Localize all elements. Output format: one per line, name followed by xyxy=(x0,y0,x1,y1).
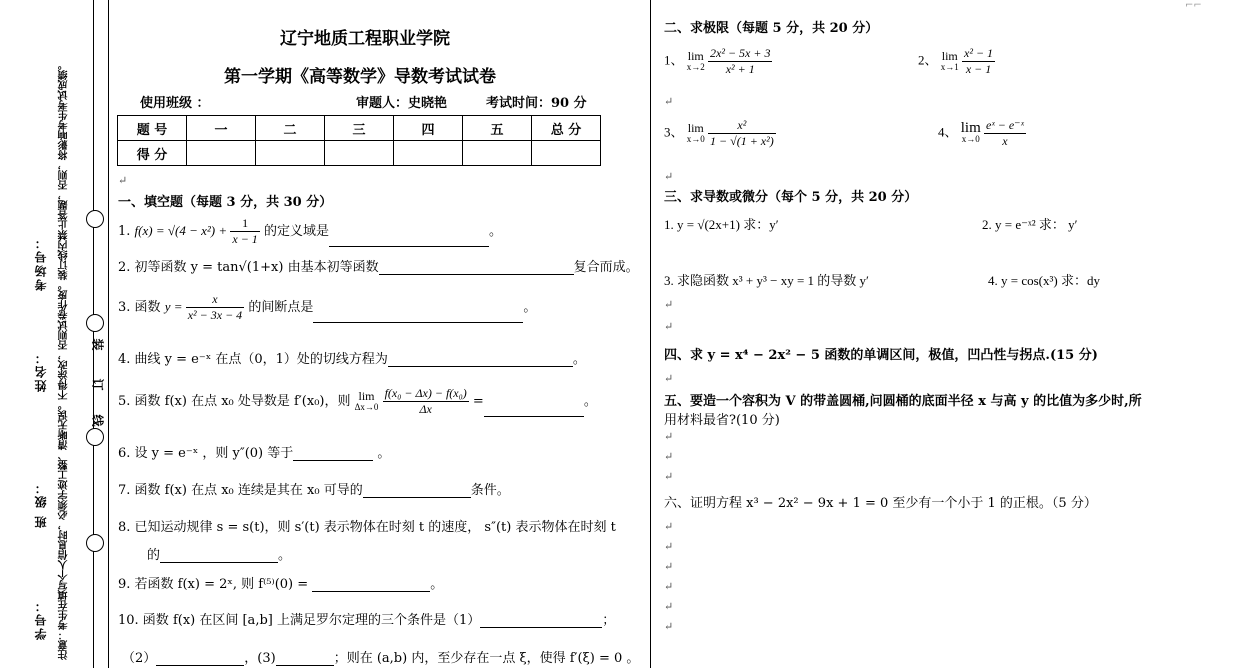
paragraph-mark: ↵ xyxy=(664,580,674,593)
paragraph-mark: ↵ xyxy=(664,470,674,483)
column-divider xyxy=(650,0,651,668)
binding-hole-2 xyxy=(86,314,104,332)
class-label: 班 级： xyxy=(34,480,48,529)
paragraph-mark: ↵ xyxy=(664,450,674,463)
binding-hole-4 xyxy=(86,534,104,552)
score-table-score-row xyxy=(118,141,601,166)
reviewer-label: 审题人：史晓艳 xyxy=(356,96,448,111)
student-id-label: 学号： xyxy=(34,598,48,640)
score-cell[interactable] xyxy=(256,141,325,166)
question-6: 6. 设 y = e⁻ˣ ，则 y″(0) 等于 。 xyxy=(118,446,391,461)
window-control-marks: ⌐⌐ xyxy=(1185,0,1202,11)
section2-heading: 二、求极限（每题 5 分，共 20 分） xyxy=(664,21,879,36)
binding-hole-1 xyxy=(86,210,104,228)
score-cell[interactable] xyxy=(187,141,256,166)
derivative-2: 2. y = e⁻ˣ² 求： y′ xyxy=(982,217,1078,232)
score-cell[interactable] xyxy=(394,141,463,166)
score-cell: 题 号 xyxy=(118,116,187,141)
section5-line2: 用材料最省?(10 分) xyxy=(664,413,780,428)
score-cell: 一 xyxy=(187,116,256,141)
exam-time-label: 考试时间：90 分 xyxy=(486,96,587,111)
school-title: 辽宁地质工程职业学院 xyxy=(280,29,450,49)
paragraph-mark: ↵ xyxy=(664,170,674,183)
score-cell: 总 分 xyxy=(532,116,601,141)
paragraph-mark: ↵ xyxy=(664,600,674,613)
binding-mark-xian: 线 xyxy=(90,414,105,427)
score-cell[interactable] xyxy=(532,141,601,166)
question-3: 3. 函数 y = $\frac{x}{\text{x² − 3x − 4}}$ 的间断点是 。 xyxy=(118,292,537,322)
question-8-line1: 8. 已知运动规律 s = s(t)，则 s′(t) 表示物体在时刻 t 的速度， s″(t) 表示物体在时刻 t xyxy=(118,520,616,535)
binding-mark-ding: 订 xyxy=(90,378,105,391)
margin-line-inner xyxy=(108,0,109,668)
derivative-4: 4. y = cos(x³) 求：dy xyxy=(988,273,1100,288)
section4-question: 四、求 y = x⁴ − 2x² − 5 函数的单调区间，极值，凹凸性与拐点.(15 分) xyxy=(664,348,1098,363)
paragraph-mark: ↵ xyxy=(118,174,128,187)
paragraph-mark: ↵ xyxy=(664,320,674,333)
score-cell: 得 分 xyxy=(118,141,187,166)
score-table xyxy=(117,115,601,166)
paragraph-mark: ↵ xyxy=(664,430,674,443)
limit-1: 1、 lim x→2 $\frac{\text{2x² − 5x + 3}}{\text{x² + 1}}$ xyxy=(664,46,771,76)
score-cell: 四 xyxy=(394,116,463,141)
derivative-1: 1. y = √(2x+1) 求：y′ xyxy=(664,217,779,232)
section6-question: 六、证明方程 x³ − 2x² − 9x + 1 = 0 至少有一个小于 1 的正根。（5 分） xyxy=(664,496,1097,511)
score-cell: 二 xyxy=(256,116,325,141)
paragraph-mark: ↵ xyxy=(664,620,674,633)
paragraph-mark: ↵ xyxy=(664,95,674,108)
paragraph-mark: ↵ xyxy=(664,520,674,533)
limit-3: 3、 lim x→0 $\frac{\text{x²}}{\text{1 − √(1 + x²)}}$ xyxy=(664,118,774,148)
paragraph-mark: ↵ xyxy=(664,560,674,573)
limit-2: 2、 lim x→1 $\frac{\text{x² − 1}}{x - 1}$ xyxy=(918,46,994,76)
question-5: 5. 函数 f(x) 在点 x₀ 处导数是 f′(x₀)，则 lim Δx→0 $\frac{\text{f(x₀ − Δx) − f(x₀)}}{\Delta x}$ = 。 xyxy=(118,386,597,416)
section3-heading: 三、求导数或微分（每个 5 分，共 20 分） xyxy=(664,190,918,205)
paragraph-mark: ↵ xyxy=(664,372,674,385)
class-field-label: 使用班级 ： xyxy=(140,96,210,111)
paragraph-mark: ↵ xyxy=(664,298,674,311)
derivative-3: 3. 求隐函数 x³ + y³ − xy = 1 的导数 y′ xyxy=(664,273,869,288)
limit-4: 4、 lim x→0 $\frac{\text{eˣ − e⁻ˣ}}{x}$ xyxy=(938,118,1024,148)
question-10-line1: 10. 函数 f(x) 在区间 [a,b] 上满足罗尔定理的三个条件是（1） ； xyxy=(118,613,616,628)
question-9: 9. 若函数 f(x) = 2ˣ, 则 f⁽⁵⁾(0) = 。 xyxy=(118,577,444,592)
exam-room-label: 考场号： xyxy=(34,235,48,291)
section5-line1: 五、要造一个容积为 V 的带盖圆桶,问圆桶的底面半径 x 与高 y 的比值为多少时,所 xyxy=(664,394,1142,409)
paragraph-mark: ↵ xyxy=(664,540,674,553)
score-cell: 五 xyxy=(463,116,532,141)
question-8-line2: 的 。 xyxy=(147,548,292,563)
section1-heading: 一、填空题（每题 3 分，共 30 分） xyxy=(118,195,333,210)
question-7: 7. 函数 f(x) 在点 x₀ 连续是其在 x₀ 可导的 条件。 xyxy=(118,483,510,498)
question-2: 2. 初等函数 y = tan√(1+x) 由基本初等函数 复合而成。 xyxy=(118,260,639,275)
score-cell[interactable] xyxy=(325,141,394,166)
question-10-line2: （2） ，(3) ；则在 (a,b) 内，至少存在一点 ξ，使得 f′(ξ) = 0 。 xyxy=(122,651,640,666)
score-table-header-row xyxy=(118,116,601,141)
binding-instructions: 注意：考生在填写个人信息时，必须字迹工整、清晰无误。不得涂改，否则试卷作废。装订线内禁止答题，否则，将影响考生考试成绩。 xyxy=(59,60,70,660)
score-cell[interactable] xyxy=(463,141,532,166)
score-cell: 三 xyxy=(325,116,394,141)
name-label: 姓名： xyxy=(34,350,48,392)
binding-mark-zhuang: 装 xyxy=(90,338,105,351)
question-4: 4. 曲线 y = e⁻ˣ 在点（0，1）处的切线方程为 。 xyxy=(118,352,586,367)
exam-title: 第一学期《高等数学》导数考试试卷 xyxy=(224,67,496,87)
question-1: 1. f(x) = √(4 − x²) + $\frac{1}{x - 1}$ 的定义域是 。 xyxy=(118,216,502,246)
binding-hole-3 xyxy=(86,428,104,446)
margin-line-outer xyxy=(93,0,94,668)
